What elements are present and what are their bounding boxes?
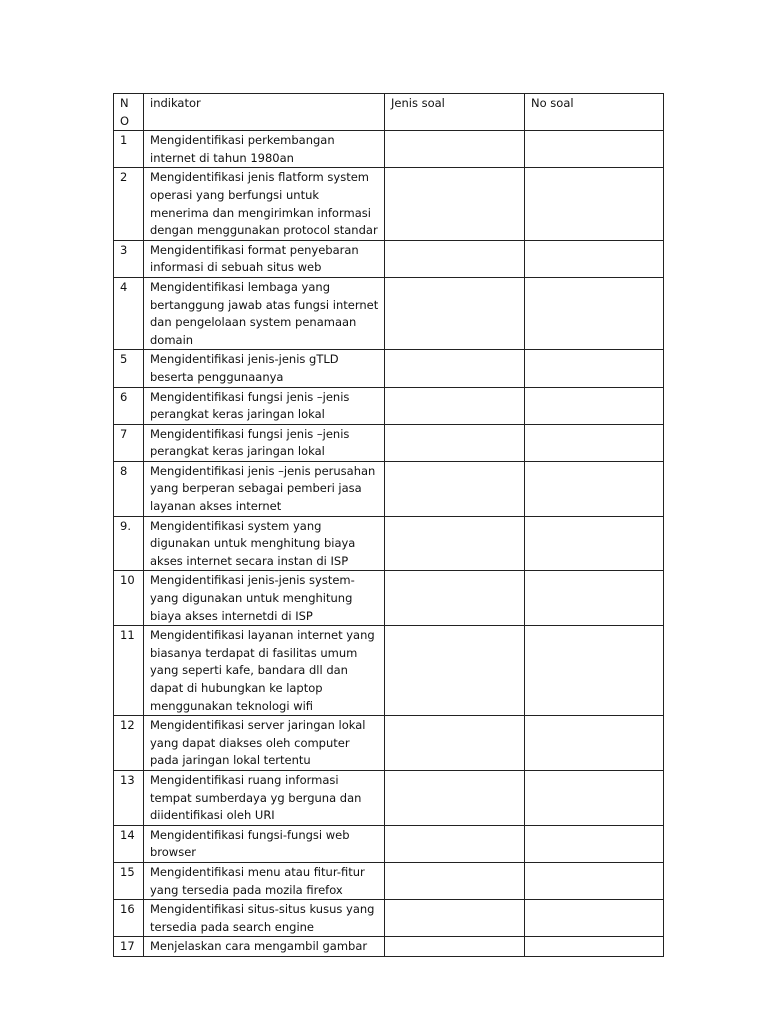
no-soal-cell [525, 168, 664, 240]
table-row [114, 350, 664, 387]
no-soal-cell [525, 626, 664, 716]
table-row [114, 461, 664, 516]
no-soal-cell [525, 516, 664, 571]
table-row [114, 862, 664, 899]
jenis-soal-cell [385, 424, 525, 461]
indikator-cell: Mengidentifikasi server jaringan lokal yang dapat diakses oleh computer pada jaringan lokal tertentu [144, 716, 385, 771]
row-number-cell: 6 [114, 387, 144, 424]
header-jenis-soal: Jenis soal [385, 94, 525, 131]
no-soal-cell [525, 716, 664, 771]
indikator-cell: Menjelaskan cara mengambil gambar [144, 937, 385, 957]
row-number-cell: 15 [114, 862, 144, 899]
no-soal-cell [525, 862, 664, 899]
table-row [114, 516, 664, 571]
header-indikator: indikator [144, 94, 385, 131]
table-row [114, 424, 664, 461]
jenis-soal-cell [385, 350, 525, 387]
indikator-cell: Mengidentifikasi fungsi jenis –jenis perangkat keras jaringan lokal [144, 424, 385, 461]
row-number-cell: 2 [114, 168, 144, 240]
indikator-cell: Mengidentifikasi jenis –jenis perusahan yang berperan sebagai pemberi jasa layanan akses internet [144, 461, 385, 516]
jenis-soal-cell [385, 626, 525, 716]
table-row [114, 131, 664, 168]
indikator-cell: Mengidentifikasi perkembangan internet di tahun 1980an [144, 131, 385, 168]
jenis-soal-cell [385, 277, 525, 349]
table-row [114, 168, 664, 240]
table-row [114, 277, 664, 349]
table-row [114, 937, 664, 957]
table-row [114, 770, 664, 825]
no-soal-cell [525, 770, 664, 825]
jenis-soal-cell [385, 168, 525, 240]
header-no: N O [114, 94, 144, 131]
row-number-cell: 12 [114, 716, 144, 771]
row-number-cell: 14 [114, 825, 144, 862]
jenis-soal-cell [385, 516, 525, 571]
indikator-cell: Mengidentifikasi jenis flatform system operasi yang berfungsi untuk menerima dan mengirimkan informasi dengan menggunakan protocol standar [144, 168, 385, 240]
jenis-soal-cell [385, 862, 525, 899]
row-number-cell: 17 [114, 937, 144, 957]
no-soal-cell [525, 937, 664, 957]
row-number-cell: 5 [114, 350, 144, 387]
jenis-soal-cell [385, 937, 525, 957]
no-soal-cell [525, 825, 664, 862]
table-row [114, 571, 664, 626]
row-number-cell: 4 [114, 277, 144, 349]
indikator-cell: Mengidentifikasi format penyebaran informasi di sebuah situs web [144, 240, 385, 277]
row-number-cell: 1 [114, 131, 144, 168]
indikator-cell: Mengidentifikasi ruang informasi tempat sumberdaya yg berguna dan diidentifikasi oleh URI [144, 770, 385, 825]
jenis-soal-cell [385, 900, 525, 937]
no-soal-cell [525, 131, 664, 168]
indicator-table [113, 93, 664, 957]
indikator-cell: Mengidentifikasi system yang digunakan untuk menghitung biaya akses internet secara instan di ISP [144, 516, 385, 571]
no-soal-cell [525, 424, 664, 461]
no-soal-cell [525, 277, 664, 349]
no-soal-cell [525, 387, 664, 424]
no-soal-cell [525, 461, 664, 516]
table-header-row [114, 94, 664, 131]
table-row [114, 626, 664, 716]
table-row [114, 716, 664, 771]
row-number-cell: 13 [114, 770, 144, 825]
indikator-cell: Mengidentifikasi fungsi-fungsi web browser [144, 825, 385, 862]
no-soal-cell [525, 350, 664, 387]
indikator-cell: Mengidentifikasi jenis-jenis gTLD beserta penggunaanya [144, 350, 385, 387]
row-number-cell: 11 [114, 626, 144, 716]
header-no-soal: No soal [525, 94, 664, 131]
no-soal-cell [525, 571, 664, 626]
row-number-cell: 7 [114, 424, 144, 461]
table-row [114, 240, 664, 277]
row-number-cell: 3 [114, 240, 144, 277]
indikator-cell: Mengidentifikasi jenis-jenis system-yang digunakan untuk menghitung biaya akses internetdi di ISP [144, 571, 385, 626]
jenis-soal-cell [385, 770, 525, 825]
table-row [114, 900, 664, 937]
jenis-soal-cell [385, 461, 525, 516]
row-number-cell: 10 [114, 571, 144, 626]
row-number-cell: 16 [114, 900, 144, 937]
no-soal-cell [525, 900, 664, 937]
jenis-soal-cell [385, 716, 525, 771]
jenis-soal-cell [385, 825, 525, 862]
table-row [114, 825, 664, 862]
table-body [114, 131, 664, 957]
indikator-cell: Mengidentifikasi menu atau fitur-fitur yang tersedia pada mozila firefox [144, 862, 385, 899]
no-soal-cell [525, 240, 664, 277]
indikator-cell: Mengidentifikasi lembaga yang bertanggung jawab atas fungsi internet dan pengelolaan system penamaan domain [144, 277, 385, 349]
indikator-cell: Mengidentifikasi fungsi jenis –jenis perangkat keras jaringan lokal [144, 387, 385, 424]
row-number-cell: 8 [114, 461, 144, 516]
jenis-soal-cell [385, 571, 525, 626]
jenis-soal-cell [385, 131, 525, 168]
indikator-cell: Mengidentifikasi situs-situs kusus yang tersedia pada search engine [144, 900, 385, 937]
jenis-soal-cell [385, 387, 525, 424]
table-row [114, 387, 664, 424]
jenis-soal-cell [385, 240, 525, 277]
row-number-cell: 9. [114, 516, 144, 571]
indikator-cell: Mengidentifikasi layanan internet yang biasanya terdapat di fasilitas umum yang seperti kafe, bandara dll dan dapat di hubungkan ke laptop menggunakan teknologi wifi [144, 626, 385, 716]
